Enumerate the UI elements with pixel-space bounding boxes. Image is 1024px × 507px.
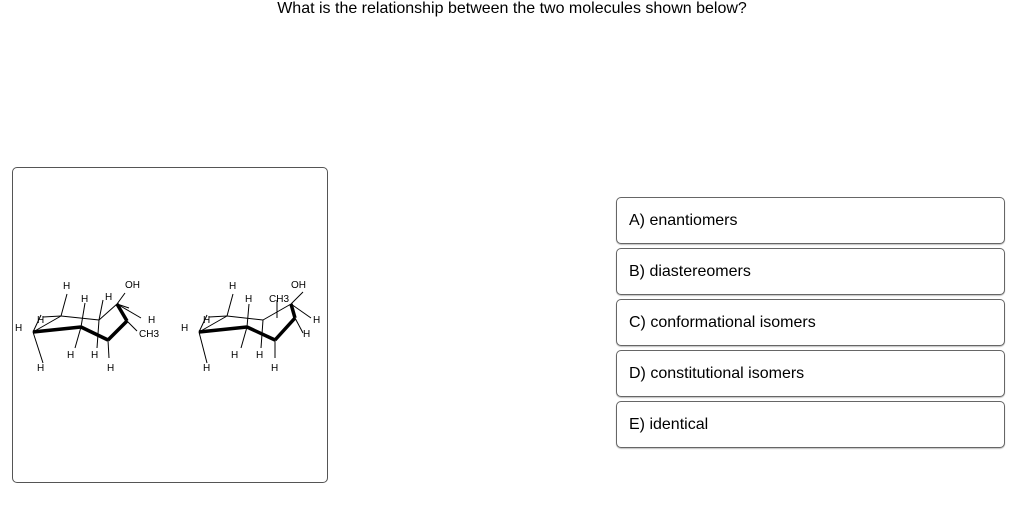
mol2-label-h: H: [203, 315, 211, 326]
molecule-drawing: [13, 168, 329, 484]
mol1-label-h: H: [67, 350, 75, 361]
mol1-label-h: H: [81, 294, 89, 305]
option-a-button[interactable]: [616, 197, 1005, 244]
option-b-label: B) diastereomers: [629, 263, 751, 280]
mol2-label-h: H: [313, 315, 321, 326]
mol1-label-oh: OH: [125, 280, 140, 291]
mol1-label-h: H: [37, 315, 45, 326]
mol2-label-h: H: [256, 350, 264, 361]
question-text: What is the relationship between the two molecules shown below?: [277, 0, 747, 17]
mol1-label-h: H: [148, 315, 156, 326]
mol2-label-h: H: [271, 363, 279, 374]
mol2-label-h: H: [231, 350, 239, 361]
option-a-label: A) enantiomers: [629, 212, 738, 229]
option-c-label: C) conformational isomers: [629, 314, 816, 331]
mol2-label-oh: OH: [291, 280, 306, 291]
option-e-label: E) identical: [629, 416, 709, 433]
option-c-button[interactable]: [616, 299, 1005, 346]
mol2-label-ch3: CH3: [269, 294, 290, 305]
mol2-label-h: H: [181, 323, 189, 334]
molecule-2: [199, 292, 311, 363]
mol1-label-h: H: [105, 292, 113, 303]
molecule-figure-box: [12, 167, 328, 483]
mol1-label-h: H: [37, 363, 45, 374]
mol1-label-h: H: [15, 323, 23, 334]
mol1-label-h: H: [107, 363, 115, 374]
option-d-button[interactable]: [616, 350, 1005, 397]
mol1-label-h: H: [91, 350, 99, 361]
answer-options: [616, 197, 1005, 452]
mol1-label-h: H: [63, 281, 71, 292]
mol2-label-h: H: [203, 363, 211, 374]
option-d-label: D) constitutional isomers: [629, 365, 805, 382]
mol2-label-h: H: [245, 294, 253, 305]
molecule-1-labels: [15, 280, 159, 374]
option-b-button[interactable]: [616, 248, 1005, 295]
mol1-label-ch3: CH3: [139, 329, 160, 340]
option-e-button[interactable]: [616, 401, 1005, 448]
mol2-label-h: H: [229, 281, 237, 292]
mol2-label-h: H: [303, 329, 311, 340]
